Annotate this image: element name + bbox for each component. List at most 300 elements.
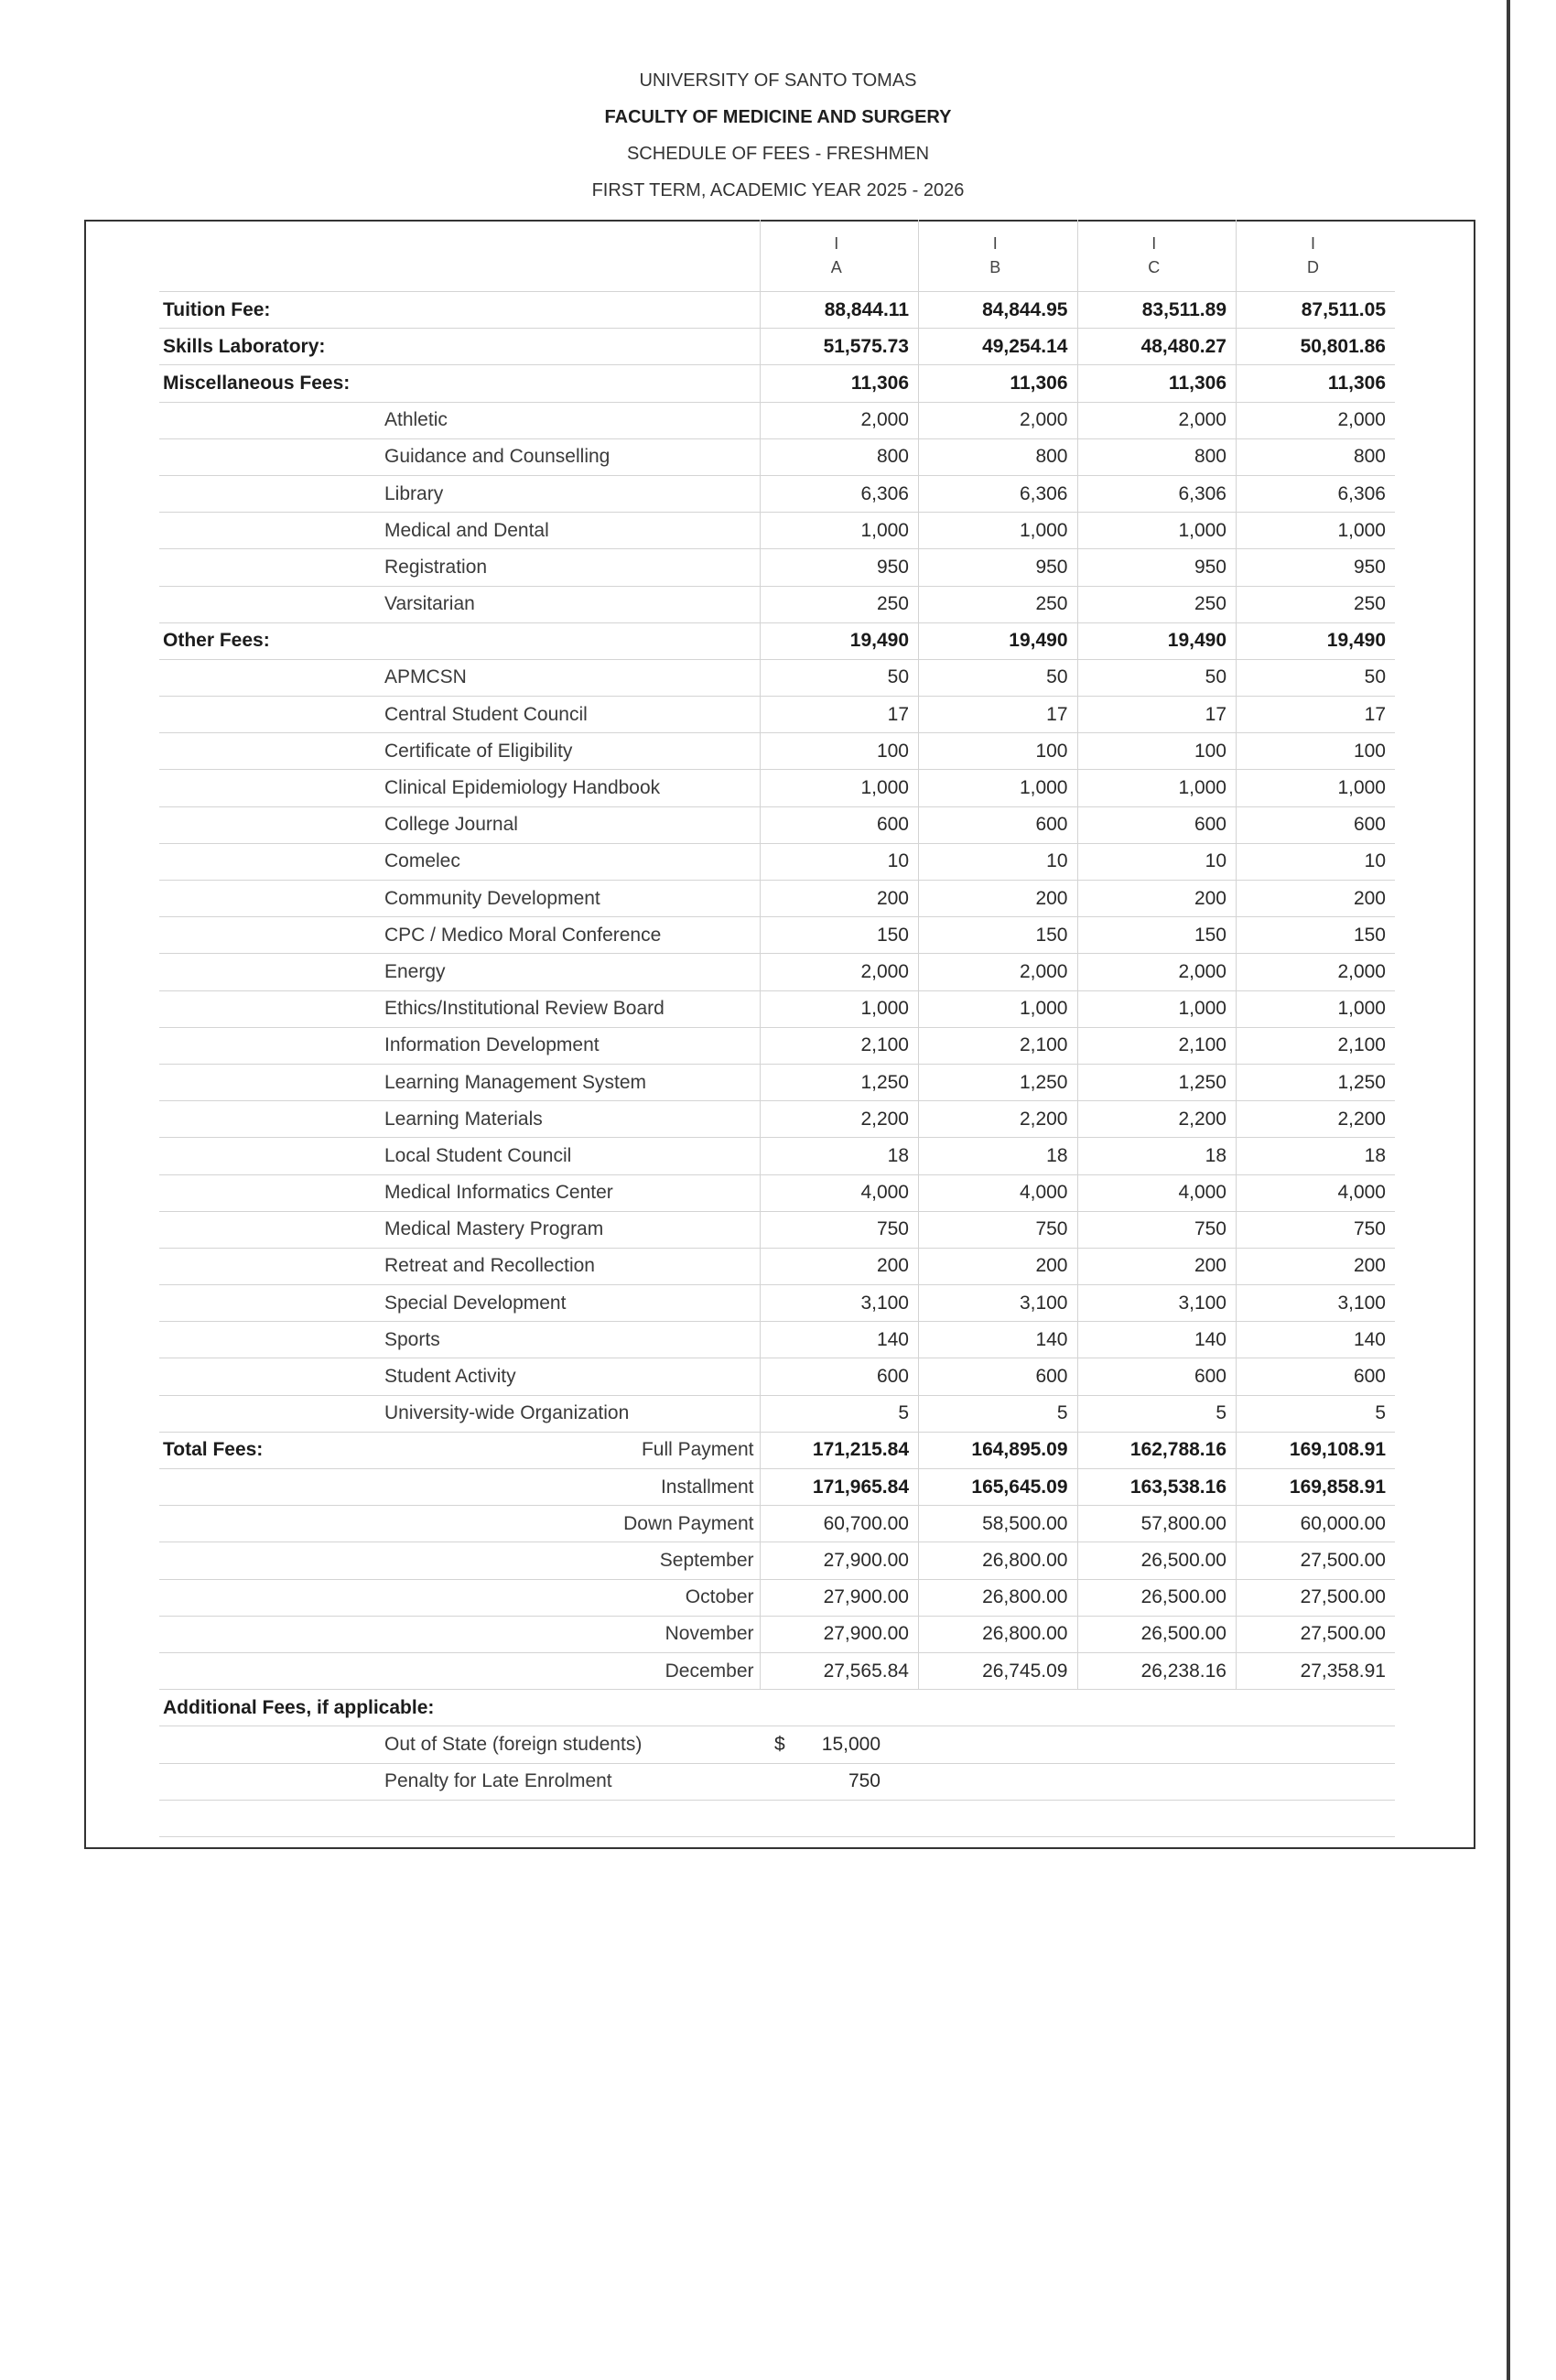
column-tick-mark: I [834, 234, 839, 253]
indent [159, 954, 379, 990]
payment-b: 26,800.00 [919, 1579, 1078, 1616]
payment-d: 60,000.00 [1237, 1506, 1396, 1542]
indent [159, 1138, 379, 1174]
fee-item-c: 4,000 [1077, 1174, 1237, 1211]
payment-d: 27,500.00 [1237, 1579, 1396, 1616]
payment-a: 27,900.00 [760, 1542, 919, 1579]
payment-a: 60,700.00 [760, 1506, 919, 1542]
fee-item-name: Retreat and Recollection [379, 1248, 760, 1284]
payment-c: 26,500.00 [1077, 1579, 1237, 1616]
column-label: C [1148, 258, 1161, 276]
spacer [379, 365, 760, 402]
column-label: D [1307, 258, 1319, 276]
indent [159, 1652, 379, 1689]
fee-item-name: Local Student Council [379, 1138, 760, 1174]
total-fees-row [159, 1579, 1395, 1616]
indent [159, 990, 379, 1027]
other-fees-item-row [159, 1248, 1395, 1284]
indent [159, 881, 379, 917]
fee-item-a: 3,100 [760, 1285, 919, 1322]
additional-fee-amount [760, 1763, 919, 1800]
fee-item-d: 600 [1237, 806, 1396, 843]
spacer [1077, 1690, 1237, 1726]
tuition-fee-label: Tuition Fee: [159, 292, 379, 329]
fee-item-name: CPC / Medico Moral Conference [379, 917, 760, 954]
payment-c: 26,500.00 [1077, 1542, 1237, 1579]
fee-item-a: 17 [760, 697, 919, 733]
fee-item-d: 100 [1237, 733, 1396, 770]
indent [159, 1616, 379, 1652]
column-header-row [159, 220, 1395, 292]
fee-item-d: 150 [1237, 917, 1396, 954]
fee-item-d: 950 [1237, 549, 1396, 586]
miscellaneous-fees-total-a: 11,306 [760, 365, 919, 402]
fee-item-c: 100 [1077, 733, 1237, 770]
spacer [1237, 1763, 1396, 1800]
fee-item-b: 2,000 [919, 402, 1078, 438]
fee-item-c: 2,200 [1077, 1101, 1237, 1138]
additional-fee-value: 15,000 [821, 1733, 881, 1755]
miscellaneous-fees-item-row [159, 586, 1395, 622]
payment-d: 27,500.00 [1237, 1542, 1396, 1579]
fee-item-b: 950 [919, 549, 1078, 586]
document-header [0, 62, 1556, 209]
fee-item-name: University-wide Organization [379, 1395, 760, 1432]
total-fees-row [159, 1652, 1395, 1689]
fee-item-d: 50 [1237, 659, 1396, 696]
skills-laboratory-a: 51,575.73 [760, 329, 919, 365]
indent [159, 1174, 379, 1211]
skills-laboratory-d: 50,801.86 [1237, 329, 1396, 365]
indent [159, 1395, 379, 1432]
fee-item-b: 2,100 [919, 1027, 1078, 1064]
spacer [919, 1690, 1078, 1726]
indent [159, 1579, 379, 1616]
fee-item-a: 1,250 [760, 1064, 919, 1100]
payment-type: November [379, 1616, 760, 1652]
payment-c: 163,538.16 [1077, 1469, 1237, 1506]
fee-item-a: 2,000 [760, 954, 919, 990]
payment-d: 169,858.91 [1237, 1469, 1396, 1506]
fee-item-a: 2,100 [760, 1027, 919, 1064]
fee-item-name: Energy [379, 954, 760, 990]
other-fees-item-row [159, 917, 1395, 954]
payment-c: 26,238.16 [1077, 1652, 1237, 1689]
other-fees-label: Other Fees: [159, 622, 379, 659]
payment-a: 27,900.00 [760, 1579, 919, 1616]
indent [159, 513, 379, 549]
payment-type: December [379, 1652, 760, 1689]
column-tick-mark: I [1151, 234, 1157, 253]
fee-item-c: 1,000 [1077, 513, 1237, 549]
payment-b: 26,800.00 [919, 1616, 1078, 1652]
fee-item-c: 150 [1077, 917, 1237, 954]
skills-laboratory-label: Skills Laboratory: [159, 329, 379, 365]
column-c-header [1077, 220, 1237, 292]
fee-item-name: Medical Mastery Program [379, 1211, 760, 1248]
additional-fee-name: Penalty for Late Enrolment [379, 1763, 760, 1800]
fee-item-d: 17 [1237, 697, 1396, 733]
other-fees-item-row [159, 990, 1395, 1027]
indent [159, 1726, 379, 1763]
miscellaneous-fees-label: Miscellaneous Fees: [159, 365, 379, 402]
skills-laboratory-c: 48,480.27 [1077, 329, 1237, 365]
total-fees-row [159, 1616, 1395, 1652]
fee-item-c: 750 [1077, 1211, 1237, 1248]
other-fees-item-row [159, 1358, 1395, 1395]
fee-item-a: 4,000 [760, 1174, 919, 1211]
fee-item-d: 200 [1237, 1248, 1396, 1284]
fee-item-d: 2,000 [1237, 402, 1396, 438]
fee-item-a: 100 [760, 733, 919, 770]
fee-item-a: 250 [760, 586, 919, 622]
fee-item-d: 3,100 [1237, 1285, 1396, 1322]
fee-item-b: 2,000 [919, 954, 1078, 990]
fee-item-b: 4,000 [919, 1174, 1078, 1211]
fee-item-name: Student Activity [379, 1358, 760, 1395]
fee-item-a: 750 [760, 1211, 919, 1248]
fee-item-d: 2,100 [1237, 1027, 1396, 1064]
indent [159, 1358, 379, 1395]
indent [159, 733, 379, 770]
fee-item-name: Community Development [379, 881, 760, 917]
fee-item-a: 50 [760, 659, 919, 696]
term-title: FIRST TERM, ACADEMIC YEAR 2025 - 2026 [591, 180, 965, 200]
faculty-name: FACULTY OF MEDICINE AND SURGERY [604, 107, 952, 127]
fee-item-c: 1,000 [1077, 770, 1237, 806]
fee-item-d: 750 [1237, 1211, 1396, 1248]
indent [159, 438, 379, 475]
fee-item-name: Medical Informatics Center [379, 1174, 760, 1211]
fee-item-c: 140 [1077, 1322, 1237, 1358]
fee-item-d: 800 [1237, 438, 1396, 475]
fee-item-name: Information Development [379, 1027, 760, 1064]
indent [159, 843, 379, 880]
header-blank [159, 220, 379, 292]
fee-item-a: 140 [760, 1322, 919, 1358]
fee-item-b: 100 [919, 733, 1078, 770]
miscellaneous-fees-total-c: 11,306 [1077, 365, 1237, 402]
total-fees-row [159, 1542, 1395, 1579]
fee-item-d: 6,306 [1237, 475, 1396, 512]
fee-item-c: 3,100 [1077, 1285, 1237, 1322]
fee-item-name: Ethics/Institutional Review Board [379, 990, 760, 1027]
miscellaneous-fees-row [159, 365, 1395, 402]
fees-table-body [159, 220, 1395, 1836]
fee-item-d: 600 [1237, 1358, 1396, 1395]
payment-c: 26,500.00 [1077, 1616, 1237, 1652]
fee-item-name: Library [379, 475, 760, 512]
indent [159, 1248, 379, 1284]
fee-item-c: 1,250 [1077, 1064, 1237, 1100]
fee-item-b: 5 [919, 1395, 1078, 1432]
other-fees-item-row [159, 1138, 1395, 1174]
indent [159, 917, 379, 954]
fee-item-b: 150 [919, 917, 1078, 954]
other-fees-item-row [159, 1322, 1395, 1358]
fee-item-name: Registration [379, 549, 760, 586]
fee-item-d: 2,200 [1237, 1101, 1396, 1138]
other-fees-item-row [159, 697, 1395, 733]
skills-laboratory-row [159, 329, 1395, 365]
payment-c: 162,788.16 [1077, 1432, 1237, 1468]
fee-item-c: 50 [1077, 659, 1237, 696]
payment-b: 165,645.09 [919, 1469, 1078, 1506]
column-d-header [1237, 220, 1396, 292]
fee-item-name: Certificate of Eligibility [379, 733, 760, 770]
fee-item-a: 2,200 [760, 1101, 919, 1138]
payment-type: September [379, 1542, 760, 1579]
currency-symbol: $ [774, 1733, 785, 1755]
fee-item-c: 950 [1077, 549, 1237, 586]
indent [159, 1064, 379, 1100]
fee-item-d: 1,000 [1237, 770, 1396, 806]
fee-item-d: 1,000 [1237, 513, 1396, 549]
spacer [379, 329, 760, 365]
fee-item-d: 1,000 [1237, 990, 1396, 1027]
fee-item-a: 1,000 [760, 770, 919, 806]
fee-item-d: 1,250 [1237, 1064, 1396, 1100]
other-fees-total-b: 19,490 [919, 622, 1078, 659]
other-fees-item-row [159, 1285, 1395, 1322]
payment-d: 169,108.91 [1237, 1432, 1396, 1468]
fee-item-d: 18 [1237, 1138, 1396, 1174]
indent [159, 1469, 379, 1506]
fee-item-d: 4,000 [1237, 1174, 1396, 1211]
additional-fee-value: 750 [848, 1770, 881, 1792]
fee-item-b: 600 [919, 806, 1078, 843]
fee-item-b: 18 [919, 1138, 1078, 1174]
fee-item-b: 800 [919, 438, 1078, 475]
fee-item-name: Comelec [379, 843, 760, 880]
fee-item-name: Learning Management System [379, 1064, 760, 1100]
column-b-header [919, 220, 1078, 292]
other-fees-total-c: 19,490 [1077, 622, 1237, 659]
fee-item-b: 1,000 [919, 770, 1078, 806]
column-label: B [989, 258, 1001, 276]
fee-item-b: 6,306 [919, 475, 1078, 512]
university-name: UNIVERSITY OF SANTO TOMAS [639, 70, 917, 91]
fee-item-a: 5 [760, 1395, 919, 1432]
other-fees-item-row [159, 881, 1395, 917]
fee-item-c: 1,000 [1077, 990, 1237, 1027]
fee-item-c: 800 [1077, 438, 1237, 475]
fee-item-c: 2,100 [1077, 1027, 1237, 1064]
additional-fees-header-row [159, 1690, 1395, 1726]
payment-a: 27,900.00 [760, 1616, 919, 1652]
fee-item-a: 200 [760, 1248, 919, 1284]
fee-item-c: 17 [1077, 697, 1237, 733]
fee-item-d: 200 [1237, 881, 1396, 917]
payment-b: 164,895.09 [919, 1432, 1078, 1468]
fee-item-d: 2,000 [1237, 954, 1396, 990]
fee-item-b: 600 [919, 1358, 1078, 1395]
spacer [919, 1726, 1078, 1763]
other-fees-item-row [159, 733, 1395, 770]
fee-item-name: APMCSN [379, 659, 760, 696]
fee-item-d: 5 [1237, 1395, 1396, 1432]
miscellaneous-fees-total-d: 11,306 [1237, 365, 1396, 402]
spacer [919, 1763, 1078, 1800]
payment-b: 26,800.00 [919, 1542, 1078, 1579]
spacer [760, 1690, 919, 1726]
fee-item-b: 1,250 [919, 1064, 1078, 1100]
spacer [1077, 1726, 1237, 1763]
fee-item-d: 250 [1237, 586, 1396, 622]
page-edge [1507, 0, 1510, 2380]
total-fees-row [159, 1432, 1395, 1468]
indent [159, 1542, 379, 1579]
other-fees-item-row [159, 659, 1395, 696]
additional-fee-row [159, 1763, 1395, 1800]
other-fees-item-row [159, 770, 1395, 806]
indent [159, 1027, 379, 1064]
payment-type: October [379, 1579, 760, 1616]
fee-item-c: 600 [1077, 1358, 1237, 1395]
indent [159, 402, 379, 438]
other-fees-row [159, 622, 1395, 659]
header-blank [379, 220, 760, 292]
miscellaneous-fees-item-row [159, 475, 1395, 512]
miscellaneous-fees-total-b: 11,306 [919, 365, 1078, 402]
fee-item-name: College Journal [379, 806, 760, 843]
other-fees-item-row [159, 843, 1395, 880]
fee-item-name: Medical and Dental [379, 513, 760, 549]
indent [159, 549, 379, 586]
fee-item-a: 150 [760, 917, 919, 954]
fee-item-a: 2,000 [760, 402, 919, 438]
indent [159, 770, 379, 806]
total-fees-row [159, 1506, 1395, 1542]
payment-b: 26,745.09 [919, 1652, 1078, 1689]
fee-item-c: 5 [1077, 1395, 1237, 1432]
other-fees-item-row [159, 1395, 1395, 1432]
fee-item-b: 750 [919, 1211, 1078, 1248]
fee-item-b: 50 [919, 659, 1078, 696]
miscellaneous-fees-item-row [159, 402, 1395, 438]
fee-item-c: 250 [1077, 586, 1237, 622]
additional-fee-row [159, 1726, 1395, 1763]
schedule-title: SCHEDULE OF FEES - FRESHMEN [626, 144, 930, 164]
tuition-fee-d: 87,511.05 [1237, 292, 1396, 329]
column-a-header [760, 220, 919, 292]
indent [159, 1101, 379, 1138]
spacer [379, 292, 760, 329]
blank-cell [159, 1800, 1395, 1836]
payment-a: 171,965.84 [760, 1469, 919, 1506]
tuition-fee-b: 84,844.95 [919, 292, 1078, 329]
fee-item-b: 1,000 [919, 513, 1078, 549]
fee-item-a: 6,306 [760, 475, 919, 512]
spacer [1237, 1690, 1396, 1726]
fee-item-b: 1,000 [919, 990, 1078, 1027]
fee-item-b: 10 [919, 843, 1078, 880]
fee-item-b: 3,100 [919, 1285, 1078, 1322]
indent [159, 1211, 379, 1248]
fee-item-c: 200 [1077, 1248, 1237, 1284]
additional-fee-amount [760, 1726, 919, 1763]
tuition-fee-c: 83,511.89 [1077, 292, 1237, 329]
payment-d: 27,500.00 [1237, 1616, 1396, 1652]
other-fees-item-row [159, 1101, 1395, 1138]
fee-item-name: Central Student Council [379, 697, 760, 733]
additional-fee-name: Out of State (foreign students) [379, 1726, 760, 1763]
fee-item-a: 1,000 [760, 513, 919, 549]
fee-item-c: 2,000 [1077, 402, 1237, 438]
fee-item-b: 200 [919, 881, 1078, 917]
fee-item-name: Special Development [379, 1285, 760, 1322]
blank-row [159, 1800, 1395, 1836]
indent [159, 1285, 379, 1322]
other-fees-total-d: 19,490 [1237, 622, 1396, 659]
indent [159, 659, 379, 696]
fee-item-a: 1,000 [760, 990, 919, 1027]
fee-item-c: 10 [1077, 843, 1237, 880]
other-fees-item-row [159, 1064, 1395, 1100]
payment-type: Full Payment [379, 1432, 760, 1468]
other-fees-item-row [159, 806, 1395, 843]
fee-item-name: Learning Materials [379, 1101, 760, 1138]
fee-item-b: 250 [919, 586, 1078, 622]
fee-item-a: 600 [760, 1358, 919, 1395]
indent [159, 806, 379, 843]
fee-item-name: Athletic [379, 402, 760, 438]
other-fees-item-row [159, 1027, 1395, 1064]
additional-fees-label: Additional Fees, if applicable: [159, 1690, 760, 1726]
payment-d: 27,358.91 [1237, 1652, 1396, 1689]
fee-item-a: 950 [760, 549, 919, 586]
indent [159, 475, 379, 512]
fee-item-a: 800 [760, 438, 919, 475]
payment-c: 57,800.00 [1077, 1506, 1237, 1542]
spacer [1237, 1726, 1396, 1763]
payment-a: 27,565.84 [760, 1652, 919, 1689]
payment-b: 58,500.00 [919, 1506, 1078, 1542]
indent [159, 1763, 379, 1800]
tuition-fee-row [159, 292, 1395, 329]
total-fees-label: Total Fees: [159, 1432, 379, 1468]
fee-item-name: Clinical Epidemiology Handbook [379, 770, 760, 806]
fee-item-d: 10 [1237, 843, 1396, 880]
fee-item-b: 200 [919, 1248, 1078, 1284]
column-label: A [830, 258, 842, 276]
indent [159, 586, 379, 622]
fee-item-a: 10 [760, 843, 919, 880]
payment-a: 171,215.84 [760, 1432, 919, 1468]
fee-item-name: Guidance and Counselling [379, 438, 760, 475]
tuition-fee-a: 88,844.11 [760, 292, 919, 329]
fee-item-d: 140 [1237, 1322, 1396, 1358]
fee-item-c: 2,000 [1077, 954, 1237, 990]
indent [159, 697, 379, 733]
fee-item-c: 18 [1077, 1138, 1237, 1174]
spacer [379, 622, 760, 659]
indent [159, 1322, 379, 1358]
other-fees-total-a: 19,490 [760, 622, 919, 659]
fee-item-b: 2,200 [919, 1101, 1078, 1138]
miscellaneous-fees-item-row [159, 438, 1395, 475]
payment-type: Down Payment [379, 1506, 760, 1542]
fee-item-a: 600 [760, 806, 919, 843]
other-fees-item-row [159, 1211, 1395, 1248]
fee-item-a: 200 [760, 881, 919, 917]
fee-item-name: Sports [379, 1322, 760, 1358]
other-fees-item-row [159, 954, 1395, 990]
fee-item-name: Varsitarian [379, 586, 760, 622]
other-fees-item-row [159, 1174, 1395, 1211]
total-fees-row [159, 1469, 1395, 1506]
fee-item-c: 600 [1077, 806, 1237, 843]
